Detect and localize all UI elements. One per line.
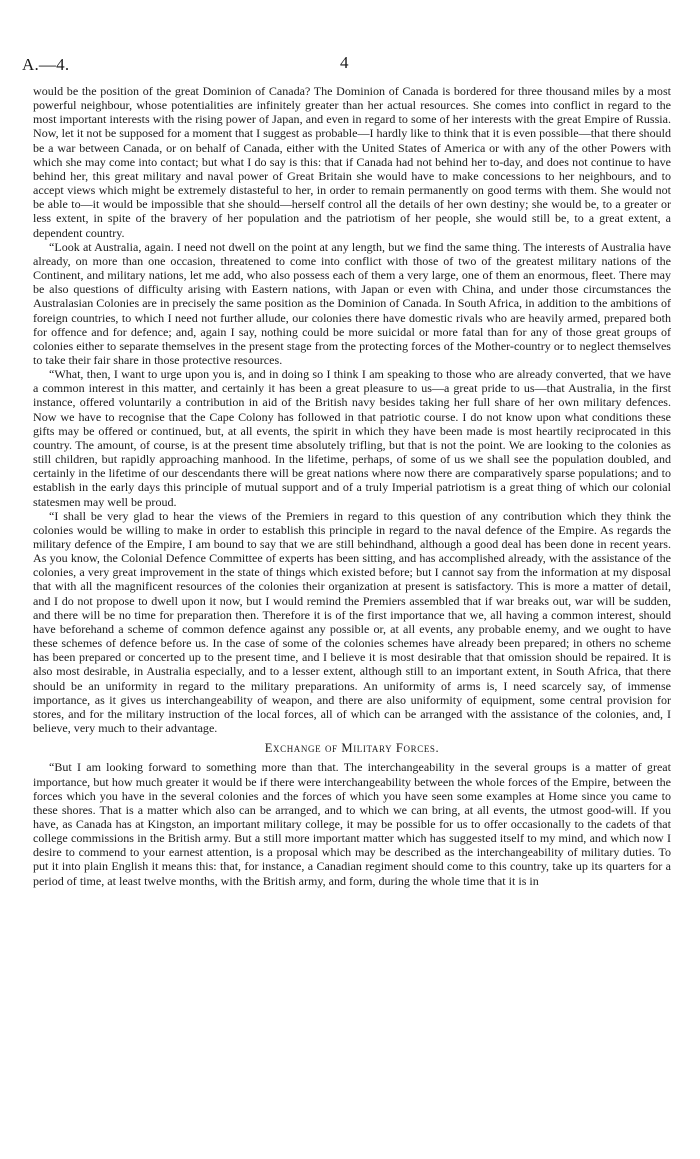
- document-reference: A.—4.: [22, 55, 70, 74]
- paragraph: would be the position of the great Dominion of Canada? The Dominion of Canada is bordered for three thousand miles by a most powerful neighbour, whose potentialities are infinitely greater than her actual resources. She comes into conflict in regard to the most important interests with the rising power of Japan, and even in regard to some of her interests with the great Empire of Russia. Now, let it not be supposed for a moment that I suggest as probable—I hardly like to think that it is even possible—that there should be a war between Canada, or on behalf of Canada, either with the United States of America or with any of the other Powers with which she may come into contact; but what I do say is this: that if Canada had not behind her to-day, and does not continue to have behind her, this great military and naval power of Great Britain she would have to make concessions to her neighbours, and to accept views which might be extremely distasteful to her, in order to remain permanently on good terms with them. She would not be able to—it would be impossible that she should—herself control all the details of her own destiny; she would be, to a greater or less extent, in spite of the bravery of her population and the patriotism of her people, she would still be, to a great extent, a dependent country.: [33, 84, 671, 240]
- page-number: 4: [340, 53, 349, 72]
- paragraph: “I shall be very glad to hear the views of the Premiers in regard to this question of any contribution which they think the colonies would be willing to make in order to establish this principle in regard to the naval defence of the Empire. As regards the military defence of the Empire, I am bound to say that we are still behindhand, although a good deal has been done in recent years. As you know, the Colonial Defence Committee of experts has been sitting, and has accomplished already, with the assistance of the colonies, a very great improvement in the state of things which existed before; but I cannot say from the information at my disposal that with all the magnificent resources of the colonies their organization at present is satisfactory. This is more a matter of detail, and I do not propose to dwell upon it now, but I would remind the Premiers assembled that if war breaks out, war will be sudden, and there will be no time for preparation then. Therefore it is of the first importance that we, all having a common interest, should have beforehand a scheme of common defence against any possible or, at all events, any probable enemy, and we ought to have these schemes of defence before us. In the case of some of the colonies schemes have already been prepared; in others no scheme has been prepared or concerted up to the present time, and I believe it is most desirable that that omission should be repaired. It is also most desirable, in Australia especially, and to a lesser extent, although still to an important extent, in South Africa, that there should be an uniformity in regard to the military preparations. An uniformity of arms is, I need scarcely say, of immense importance, as it gives us interchangeability of weapon, and there are also uniformity of equipment, some central provision for stores, and for the military instruction of the local forces, all of which can be arranged with the assistance of the colonies, and, I believe, very much to their advantage.: [33, 508, 671, 736]
- body-text: [33, 84, 671, 888]
- paragraph: “What, then, I want to urge upon you is, and in doing so I think I am speaking to those who are already converted, that we have a common interest in this matter, and certainly it has been a great pleasure to us—a great pride to us—that Australia, in the first instance, offered voluntarily a contribution in aid of the British navy besides taking her full share of her own military defences. Now we have to recognise that the Cape Colony has followed in that patriotic course. I do not know upon what conditions these gifts may be offered or continued, but, at all events, the spirit in which they have been made is most heartily reciprocated in this country. The amount, of course, is at the present time absolutely trifling, but that is not the point. We are looking to the colonies as still children, but rapidly approaching manhood. In the lifetime, perhaps, of some of us we shall see the population doubled, and certainly in the lifetime of our descendants there will be great nations where now there are comparatively sparse populations; and to establish in the early days this principle of mutual support and of a truly Imperial patriotism is a great thing of which our colonial statesmen may well be proud.: [33, 367, 671, 509]
- section-heading: Exchange of Military Forces.: [264, 741, 440, 756]
- paragraph: “But I am looking forward to something more than that. The interchangeability in the several groups is a matter of great importance, but how much greater it would be if there were interchangeability between the whole forces of the Empire, between the forces which you have in the several colonies and the forces of which you have seen some examples at Home since you came to these shores. That is a matter which also can be arranged, and to which we can bring, at all events, the utmost good-will. If you have, as Canada has at Kingston, an important military college, it may be possible for us to offer occasionally to the cadets of that college commissions in the British army. But a still more important matter which has suggested itself to my mind, and which now I desire to commend to your earnest attention, is a proposal which may be described as the interchangeability of military duties. To put it into plain English it means this: that, for instance, a Canadian regiment should come to this country, take up its quarters for a period of time, at least twelve months, with the British army, and form, during the whole time that it is in: [33, 760, 671, 888]
- paragraph: “Look at Australia, again. I need not dwell on the point at any length, but we find the same thing. The interests of Australia have already, on more than one occasion, threatened to come into conflict with those of two of the greatest military nations of the Continent, and military nations, let me add, who also possess each of them a very large, one of them an enormous, fleet. There may be also questions of difficulty arising with Eastern nations, with Japan or even with China, and under those circumstances the Australasian Colonies are in precisely the same position as the Dominion of Canada. In South Africa, in addition to the ambitions of foreign countries, to which I need not further allude, our colonies there have domestic rivals who are heavily armed, prepared both for offence and for defence; and, again I say, nothing could be more suicidal or more fatal than for any of those great groups of colonies either to separate themselves in the present stage from the protecting forces of the Mother-country or to neglect themselves to take their fair share in those protective resources.: [33, 239, 671, 367]
